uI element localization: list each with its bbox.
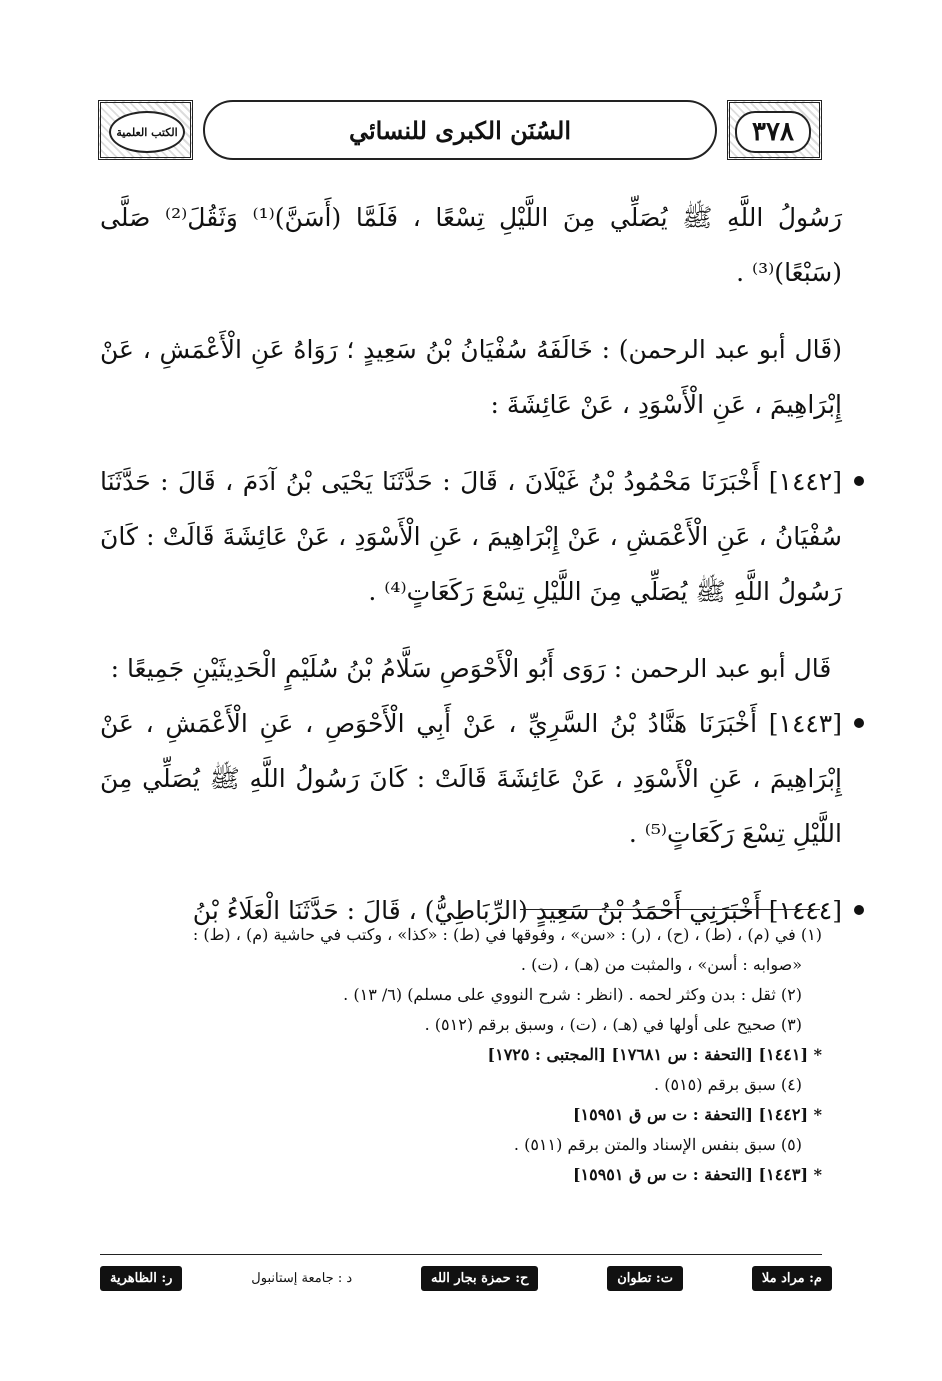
footnotes	[100, 920, 822, 1190]
bullet-icon	[854, 905, 864, 915]
paragraph-commentary-2: قَال أبو عبد الرحمن : رَوَى أَبُو الْأَحْوَصِ سَلَّامُ بْنُ سُلَيْمٍ الْحَدِيثَيْنِ جَمِيعًا :	[110, 654, 832, 683]
footnote-3: (٣) صحيح على أولها في (هـ) ، (ت) ، وسبق برقم (٥١٢) .	[424, 1015, 802, 1034]
takhrij-1441: * [١٤٤١] [التحفة : س ١٧٦٨١] [المجتبى : ١٧٢٥]	[487, 1045, 822, 1064]
footer-divider	[100, 1254, 822, 1255]
tag-m: م: مراد ملا	[752, 1266, 832, 1291]
bullet-icon	[854, 718, 864, 728]
footnote-1: (١) في (م) ، (ط) ، (ح) ، (ر) : «سن» ، وفوقها في (ط) : «كذا» ، وكتب في حاشية (م) ، (ط) :	[192, 925, 822, 944]
page-number: ٣٧٨	[735, 111, 811, 153]
hadith-1442	[100, 454, 842, 619]
footnote-2: (٢) ثقل : بدن وكثر لحمه . (انظر : شرح النووي على مسلم) (٦/ ١٣) .	[343, 985, 802, 1004]
tag-t: ت: تطوان	[607, 1266, 683, 1291]
takhrij-1442: * [١٤٤٢] [التحفة : ت س ق ١٥٩٥١]	[572, 1105, 822, 1124]
main-text	[100, 190, 842, 938]
footnote-divider	[520, 909, 820, 910]
takhrij-1443: * [١٤٤٣] [التحفة : ت س ق ١٥٩٥١]	[572, 1165, 822, 1184]
hadith-1444-text: [١٤٤٤] أَخْبَرَنِي أَحْمَدُ بْنُ سَعِيدٍ (الرِّبَاطِيُّ) ، قَالَ : حَدَّثَنَا الْعَلَاءُ بْنُ	[192, 896, 842, 925]
manuscript-legend	[100, 1262, 832, 1294]
book-title: السُنَن الكبرى للنسائي	[203, 100, 717, 160]
tag-d: د : جامعة إستانبول	[251, 1270, 353, 1286]
tag-h: ح: حمزة بجار الله	[421, 1266, 538, 1291]
page-number-frame	[727, 100, 822, 160]
paragraph-continuation: رَسُولُ اللَّهِ ﷺ يُصَلِّي مِنَ اللَّيْلِ تِسْعًا ، فَلَمَّا (أَسَنَّ)⁽¹⁾ وَثَقُلَ⁽²⁾ صَلَّى (سَبْعًا)⁽³⁾ .	[100, 203, 842, 287]
bullet-icon	[854, 476, 864, 486]
footnote-1-cont: «صوابه : أسن» ، والمثبت من (هـ) ، (ت) .	[520, 955, 802, 974]
tag-r: ر: الظاهرية	[100, 1266, 182, 1291]
publisher-frame	[98, 100, 193, 160]
footnote-4: (٤) سبق برقم (٥١٥) .	[654, 1075, 802, 1094]
hadith-1443-text: [١٤٤٣] أَخْبَرَنَا هَنَّادُ بْنُ السَّرِيِّ ، عَنْ أَبِي الْأَحْوَصِ ، عَنِ الْأَعْمَشِ ، عَنْ إِبْرَاهِيمَ ، عَنِ الْأَسْوَدِ ، عَنْ عَائِشَةَ قَالَتْ : كَانَ رَسُولُ اللَّهِ ﷺ يُصَلِّي مِنَ اللَّيْلِ تِسْعَ رَكَعَاتٍ⁽⁵⁾ .	[100, 709, 842, 848]
paragraph-commentary: (قَال أبو عبد الرحمن) : خَالَفَهُ سُفْيَانُ بْنُ سَعِيدٍ ؛ رَوَاهُ عَنِ الْأَعْمَشِ ، عَنْ إِبْرَاهِيمَ ، عَنِ الْأَسْوَدِ ، عَنْ عَائِشَةَ :	[100, 335, 842, 419]
hadith-1442-text: [١٤٤٢] أَخْبَرَنَا مَحْمُودُ بْنُ غَيْلَانَ ، قَالَ : حَدَّثَنَا يَحْيَى بْنُ آدَمَ ، قَالَ : حَدَّثَنَا سُفْيَانُ ، عَنِ الْأَعْمَشِ ، عَنْ إِبْرَاهِيمَ ، عَنِ الْأَسْوَدِ ، عَنْ عَائِشَةَ قَالَتْ : كَانَ رَسُولُ اللَّهِ ﷺ يُصَلِّي مِنَ اللَّيْلِ تِسْعَ رَكَعَاتٍ⁽⁴⁾ .	[100, 467, 842, 606]
hadith-1443	[100, 696, 842, 861]
footnote-5: (٥) سبق بنفس الإسناد والمتن برقم (٥١١) .	[513, 1135, 802, 1154]
page-header	[98, 100, 822, 160]
publisher-seal: الكتب العلمية	[109, 111, 185, 153]
